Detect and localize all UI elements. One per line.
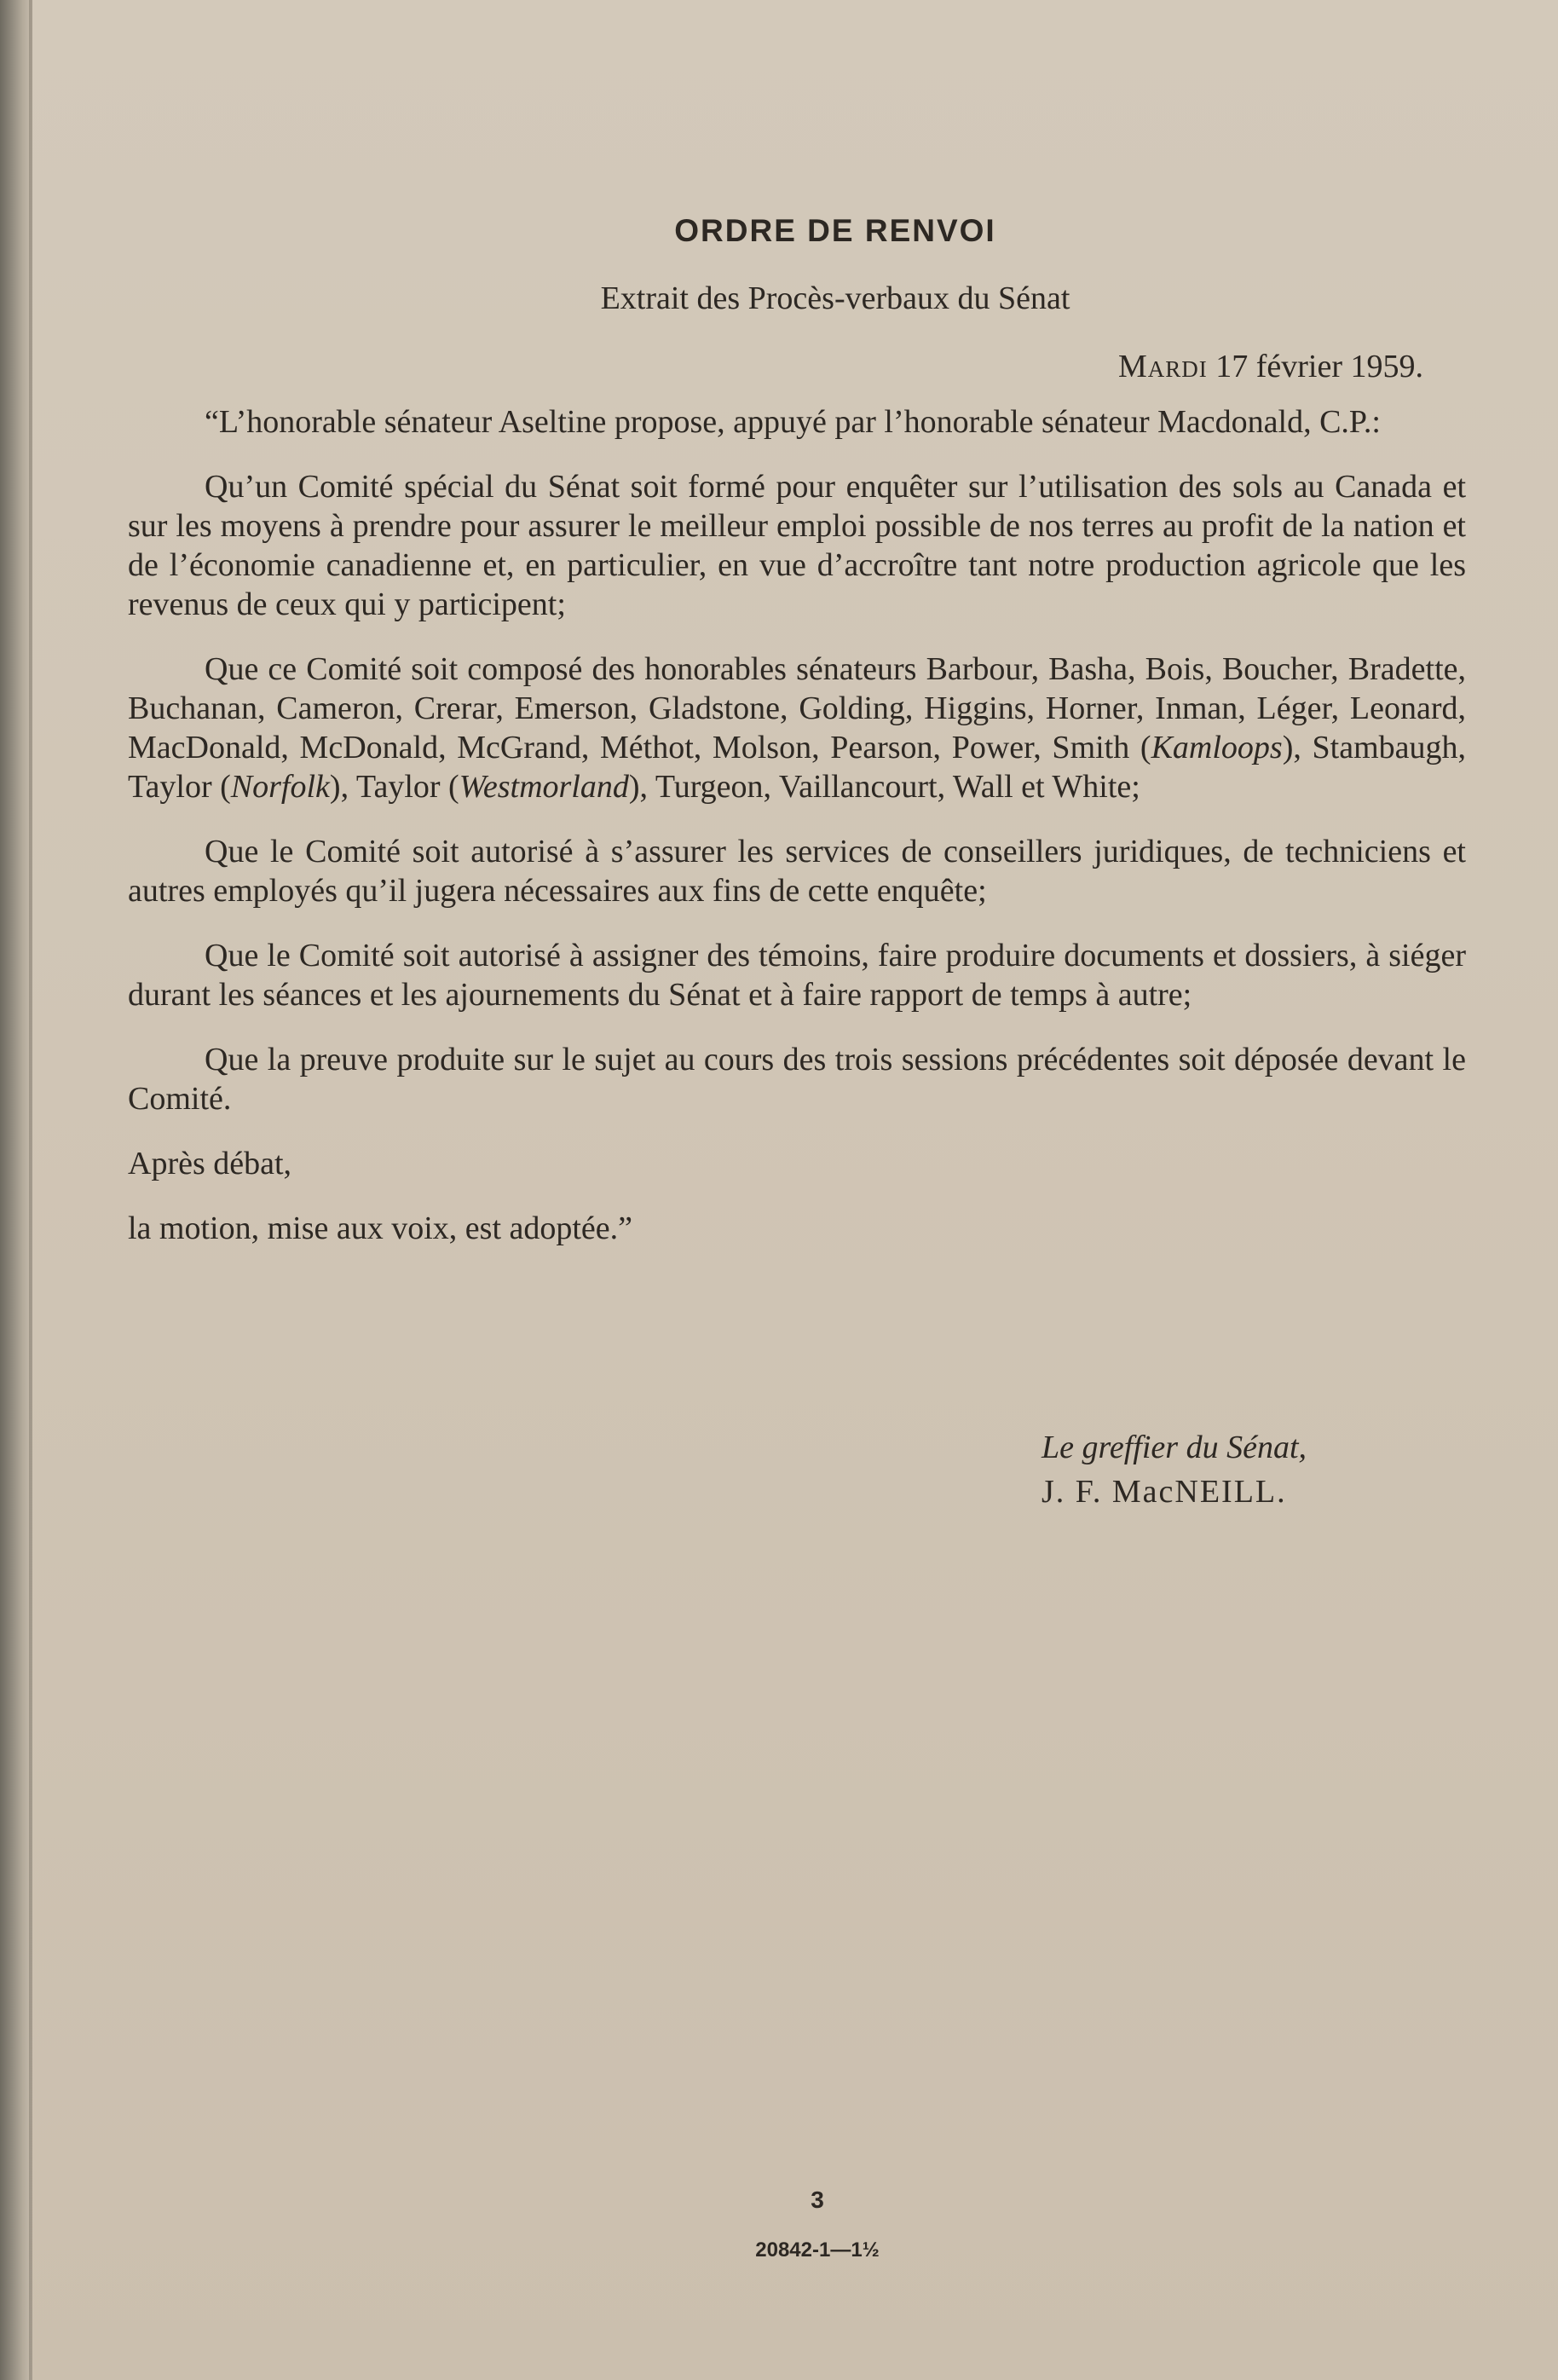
signature-name: J. F. MacNEILL.	[1042, 1474, 1287, 1510]
members-text-a: Que ce Comité soit composé des honorables sénateurs Barbour, Basha, Bois, Boucher, Bradette, Buchanan, Cameron, Crerar, Emerson, Gladstone, Golding, Higgins, Horner, Inman, Léger, Leonard, MacDonald, McDonald, McGrand, Méthot, Molson, Pearson, Power, Smith (	[128, 651, 1466, 765]
paragraph-evidence: Que la preuve produite sur le sujet au cours des trois sessions précédentes soit déposée devant le Comité.	[128, 1042, 1466, 1117]
date-day: Mardi	[1117, 349, 1208, 384]
document-subtitle: Extrait des Procès-verbaux du Sénat	[600, 280, 1070, 316]
document-date	[128, 348, 1466, 385]
paragraph-committee-members	[128, 650, 1466, 806]
paragraph-debate: Après débat,	[128, 1146, 292, 1181]
date-rest: 17 février 1959.	[1207, 349, 1423, 384]
signature-role: Le greffier du Sénat,	[1042, 1430, 1307, 1465]
members-kamloops: Kamloops	[1151, 730, 1283, 765]
members-text-b: ), Stambaugh, Taylor (	[128, 730, 1466, 805]
members-text-d: ), Turgeon, Vaillancourt, Wall et White;	[628, 769, 1140, 805]
paragraph-witnesses: Que le Comité soit autorisé à assigner des témoins, faire produire documents et dossiers, à siéger durant les séances et les ajournements du Sénat et à faire rapport de temps à autre;	[128, 938, 1466, 1013]
members-text-c: ), Taylor (	[329, 769, 459, 805]
paragraph-motion-intro: “L’honorable sénateur Aseltine propose, appuyé par l’honorable sénateur Macdonald, C.P.:	[205, 404, 1381, 440]
members-westmorland: Westmorland	[459, 769, 629, 805]
document-body	[128, 213, 1466, 1274]
members-norfolk: Norfolk	[230, 769, 330, 805]
signature-block	[1042, 1425, 1307, 1514]
print-code: 20842-1—1½	[755, 2238, 880, 2262]
page-binding-edge	[0, 0, 32, 2380]
paragraph-committee-purpose: Qu’un Comité spécial du Sénat soit formé pour enquêter sur l’utilisation des sols au Canada et sur les moyens à prendre pour assurer le meilleur emploi possible de nos terres au profit de la nation et de l’économie canadienne et, en particulier, en vue d’accroître tant notre production agricole que les revenus de ceux qui y participent;	[128, 469, 1466, 622]
paragraph-counsel: Que le Comité soit autorisé à s’assurer les services de conseillers juridiques, de techniciens et autres employés qu’il jugera nécessaires aux fins de cette enquête;	[128, 834, 1466, 909]
paragraph-motion-adopted: la motion, mise aux voix, est adoptée.”	[128, 1210, 633, 1246]
page-number: 3	[811, 2186, 824, 2213]
document-title: ORDRE DE RENVOI	[674, 213, 996, 248]
